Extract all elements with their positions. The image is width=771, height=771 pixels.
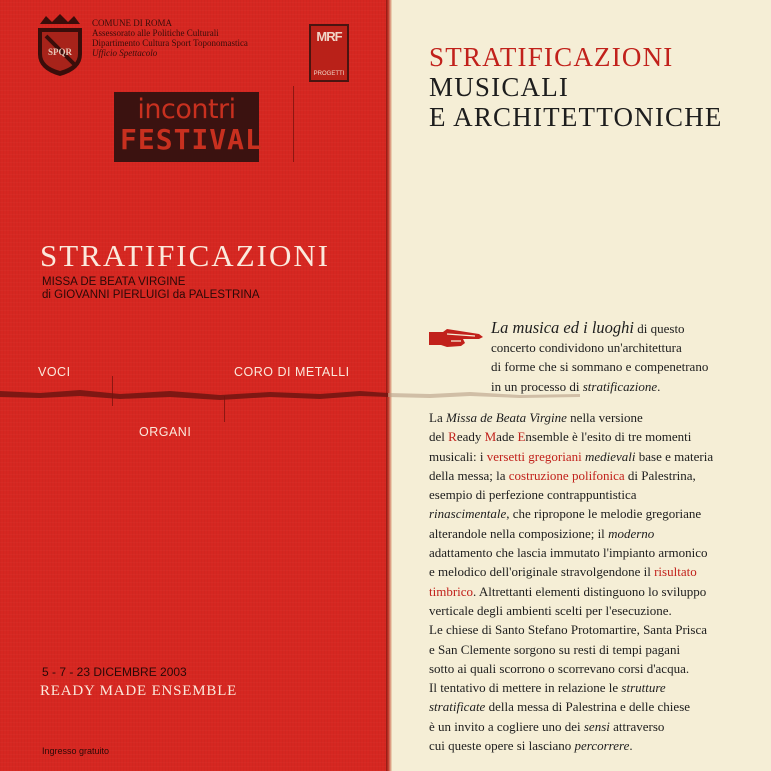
intro-lead: La musica ed i luoghi xyxy=(491,318,634,337)
body-text: medievali xyxy=(584,448,636,464)
body-text: nella versione xyxy=(566,410,643,425)
body-text: costruzione polifonica xyxy=(508,467,625,483)
free-entry-note: Ingresso gratuito xyxy=(42,746,110,756)
coro-label: CORO DI METALLI xyxy=(234,365,350,379)
right-title xyxy=(429,42,723,132)
body-text: attraverso xyxy=(609,718,665,734)
body-text: sensi xyxy=(583,718,610,734)
body-text: del xyxy=(429,429,449,445)
body-text: adattamento che lascia immutato l'impianto armonico xyxy=(429,545,708,561)
intro-text: di questo xyxy=(634,321,685,336)
body-text: strutture xyxy=(621,680,666,696)
comune-line-4: Ufficio Spettacolo xyxy=(92,48,158,58)
mrf-logo-bottom: PROGETTI xyxy=(313,71,345,77)
body-text: risultato xyxy=(654,564,697,580)
subtitle-line-2: di GIOVANNI PIERLUIGI da PALESTRINA xyxy=(42,289,260,301)
body-text: timbrico xyxy=(429,583,474,599)
subtitle-line-1: MISSA DE BEATA VIRGINE xyxy=(42,276,186,288)
body-text: Le chiese di Santo Stefano Protomartire, Santa Prisca xyxy=(429,622,707,638)
svg-text:SPQR: SPQR xyxy=(47,47,73,57)
body-text: R xyxy=(448,429,457,445)
body-text: sotto ai quali scorrono o scorrevano corsi d'acqua. xyxy=(429,660,690,676)
body-paragraph xyxy=(429,408,769,755)
body-text: rinascimentale xyxy=(429,506,507,522)
right-title-line-3: E ARCHITETTONICHE xyxy=(429,102,723,132)
voci-label: VOCI xyxy=(38,365,71,379)
body-text: versetti gregoriani xyxy=(486,448,582,464)
intro-text: di forme che si sommano e compenetrano xyxy=(491,359,709,375)
incontri-festival-logo xyxy=(114,92,263,162)
body-text: è un invito a cogliere uno dei xyxy=(429,718,584,734)
body-text: , che ripropone le melodie gregoriane xyxy=(506,506,702,522)
ensemble-name: READY MADE ENSEMBLE xyxy=(40,683,238,699)
comune-line-3: Dipartimento Cultura Sport Toponomastica xyxy=(92,38,248,48)
right-title-line-2: MUSICALI xyxy=(429,72,570,102)
body-text: della messa di Palestrina e delle chiese xyxy=(485,699,691,715)
logo-line-2: FESTIVAL xyxy=(120,123,263,156)
intro-paragraph xyxy=(491,318,761,396)
intro-text: . xyxy=(657,378,661,394)
intro-text: concerto condividono un'architettura xyxy=(491,340,682,356)
intro-text: stratificazione xyxy=(582,378,658,394)
body-text: . xyxy=(629,738,633,754)
logo-line-1: incontri xyxy=(137,94,236,125)
body-text: esempio di perfezione contrappuntistica xyxy=(429,487,637,503)
body-text: percorrere xyxy=(574,738,630,754)
body-text: ade xyxy=(496,429,518,445)
body-text: . Altrettanti elementi distinguono lo sviluppo xyxy=(473,583,707,599)
body-text: base e materia xyxy=(635,448,714,464)
mrf-logo-top: MRF xyxy=(316,29,342,44)
intro-text: in un processo di xyxy=(491,378,583,394)
body-text: M xyxy=(484,429,497,445)
left-title: STRATIFICAZIONI xyxy=(40,238,331,273)
body-text: moderno xyxy=(608,525,655,541)
divider-line xyxy=(293,86,294,162)
left-subtitle xyxy=(42,276,260,302)
body-text: musicali: i xyxy=(429,448,487,464)
pointing-hand-icon xyxy=(427,326,485,350)
right-title-line-1: STRATIFICAZIONI xyxy=(429,42,674,72)
concert-dates: 5 - 7 - 23 DICEMBRE 2003 xyxy=(42,665,187,679)
comune-line-1: COMUNE DI ROMA xyxy=(92,18,173,28)
body-text: stratificate xyxy=(429,699,486,715)
body-text: nsemble è l'esito di tre momenti xyxy=(525,429,692,445)
body-text: La xyxy=(429,410,446,425)
body-text: e San Clemente sorgono su resti di tempi pagani xyxy=(429,641,681,657)
body-text: verticale degli ambienti scelti per l'esecuzione. xyxy=(429,602,672,618)
body-text: E xyxy=(517,429,526,445)
body-text: della messa; la xyxy=(429,467,509,483)
body-text: eady xyxy=(456,429,485,445)
body-text: e melodico dell'originale stravolgendone il xyxy=(429,564,655,580)
organi-label: ORGANI xyxy=(139,425,192,439)
body-text: di Palestrina, xyxy=(624,467,696,483)
comune-di-roma-heading xyxy=(92,18,248,58)
comune-di-roma-crest-icon xyxy=(36,14,84,76)
body-text: alterandole nella composizione; il xyxy=(429,525,609,541)
body-text: Il tentativo di mettere in relazione le xyxy=(429,680,622,696)
mrf-logo xyxy=(309,24,349,82)
body-text: Missa de Beata Virgine xyxy=(445,410,567,425)
comune-line-2: Assessorato alle Politiche Culturali xyxy=(92,28,219,38)
body-text: cui queste opere si lasciano xyxy=(429,738,575,754)
